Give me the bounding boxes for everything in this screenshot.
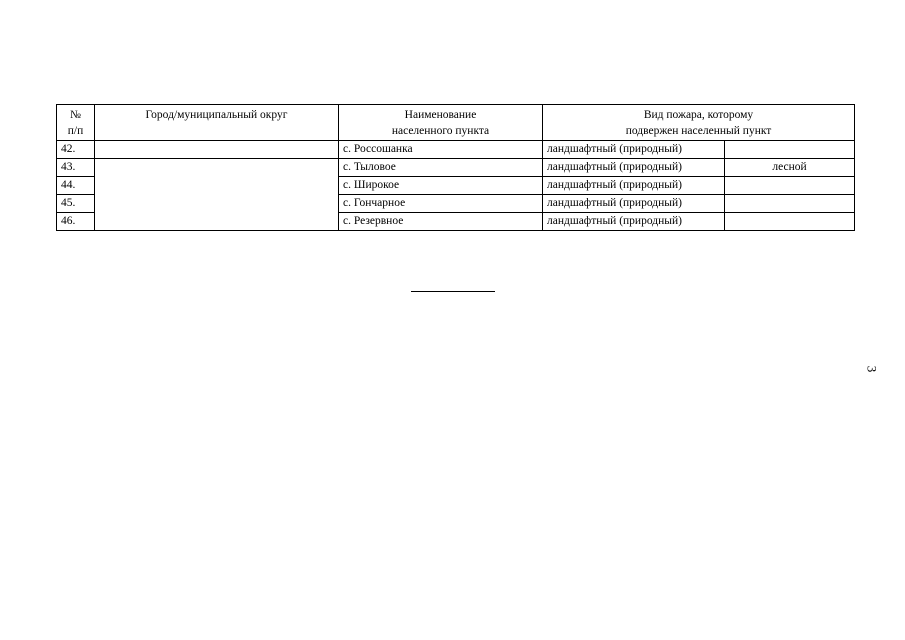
row-city-merged [95, 159, 339, 231]
table-header-row [57, 105, 855, 141]
header-settlement-line2: населенного пункта [391, 125, 490, 137]
row-fire-type: ландшафтный (природный) [543, 195, 725, 213]
header-fire-type [543, 105, 855, 141]
header-num-line1: № [70, 109, 81, 121]
row-settlement: с. Тыловое [339, 159, 543, 177]
row-extra-fire-type: лесной [725, 159, 855, 177]
row-number: 42. [57, 141, 95, 159]
row-settlement: с. Резервное [339, 213, 543, 231]
row-settlement: с. Гончарное [339, 195, 543, 213]
row-extra-fire-type [725, 177, 855, 195]
header-fire-line1: Вид пожара, которому [643, 109, 754, 121]
header-settlement [339, 105, 543, 141]
row-number: 46. [57, 213, 95, 231]
row-fire-type: ландшафтный (природный) [543, 177, 725, 195]
header-city-label: Город/муниципальный округ [145, 109, 288, 121]
row-extra-fire-type [725, 213, 855, 231]
row-settlement: с. Широкое [339, 177, 543, 195]
header-num-line2: п/п [67, 125, 84, 137]
table-row [57, 141, 855, 159]
row-number: 45. [57, 195, 95, 213]
row-number: 43. [57, 159, 95, 177]
row-city [95, 141, 339, 159]
row-fire-type: ландшафтный (природный) [543, 159, 725, 177]
row-extra-fire-type [725, 141, 855, 159]
row-number: 44. [57, 177, 95, 195]
row-fire-type: ландшафтный (природный) [543, 141, 725, 159]
page-number: 3 [864, 365, 880, 373]
separator-line [411, 291, 495, 292]
header-settlement-line1: Наименование [404, 109, 477, 121]
row-fire-type: ландшафтный (природный) [543, 213, 725, 231]
header-fire-line2: подвержен населенный пункт [625, 125, 772, 137]
header-num [57, 105, 95, 141]
row-settlement: с. Россошанка [339, 141, 543, 159]
header-city [95, 105, 339, 141]
row-extra-fire-type [725, 195, 855, 213]
fire-risk-table [56, 104, 855, 231]
table-row [57, 159, 855, 177]
